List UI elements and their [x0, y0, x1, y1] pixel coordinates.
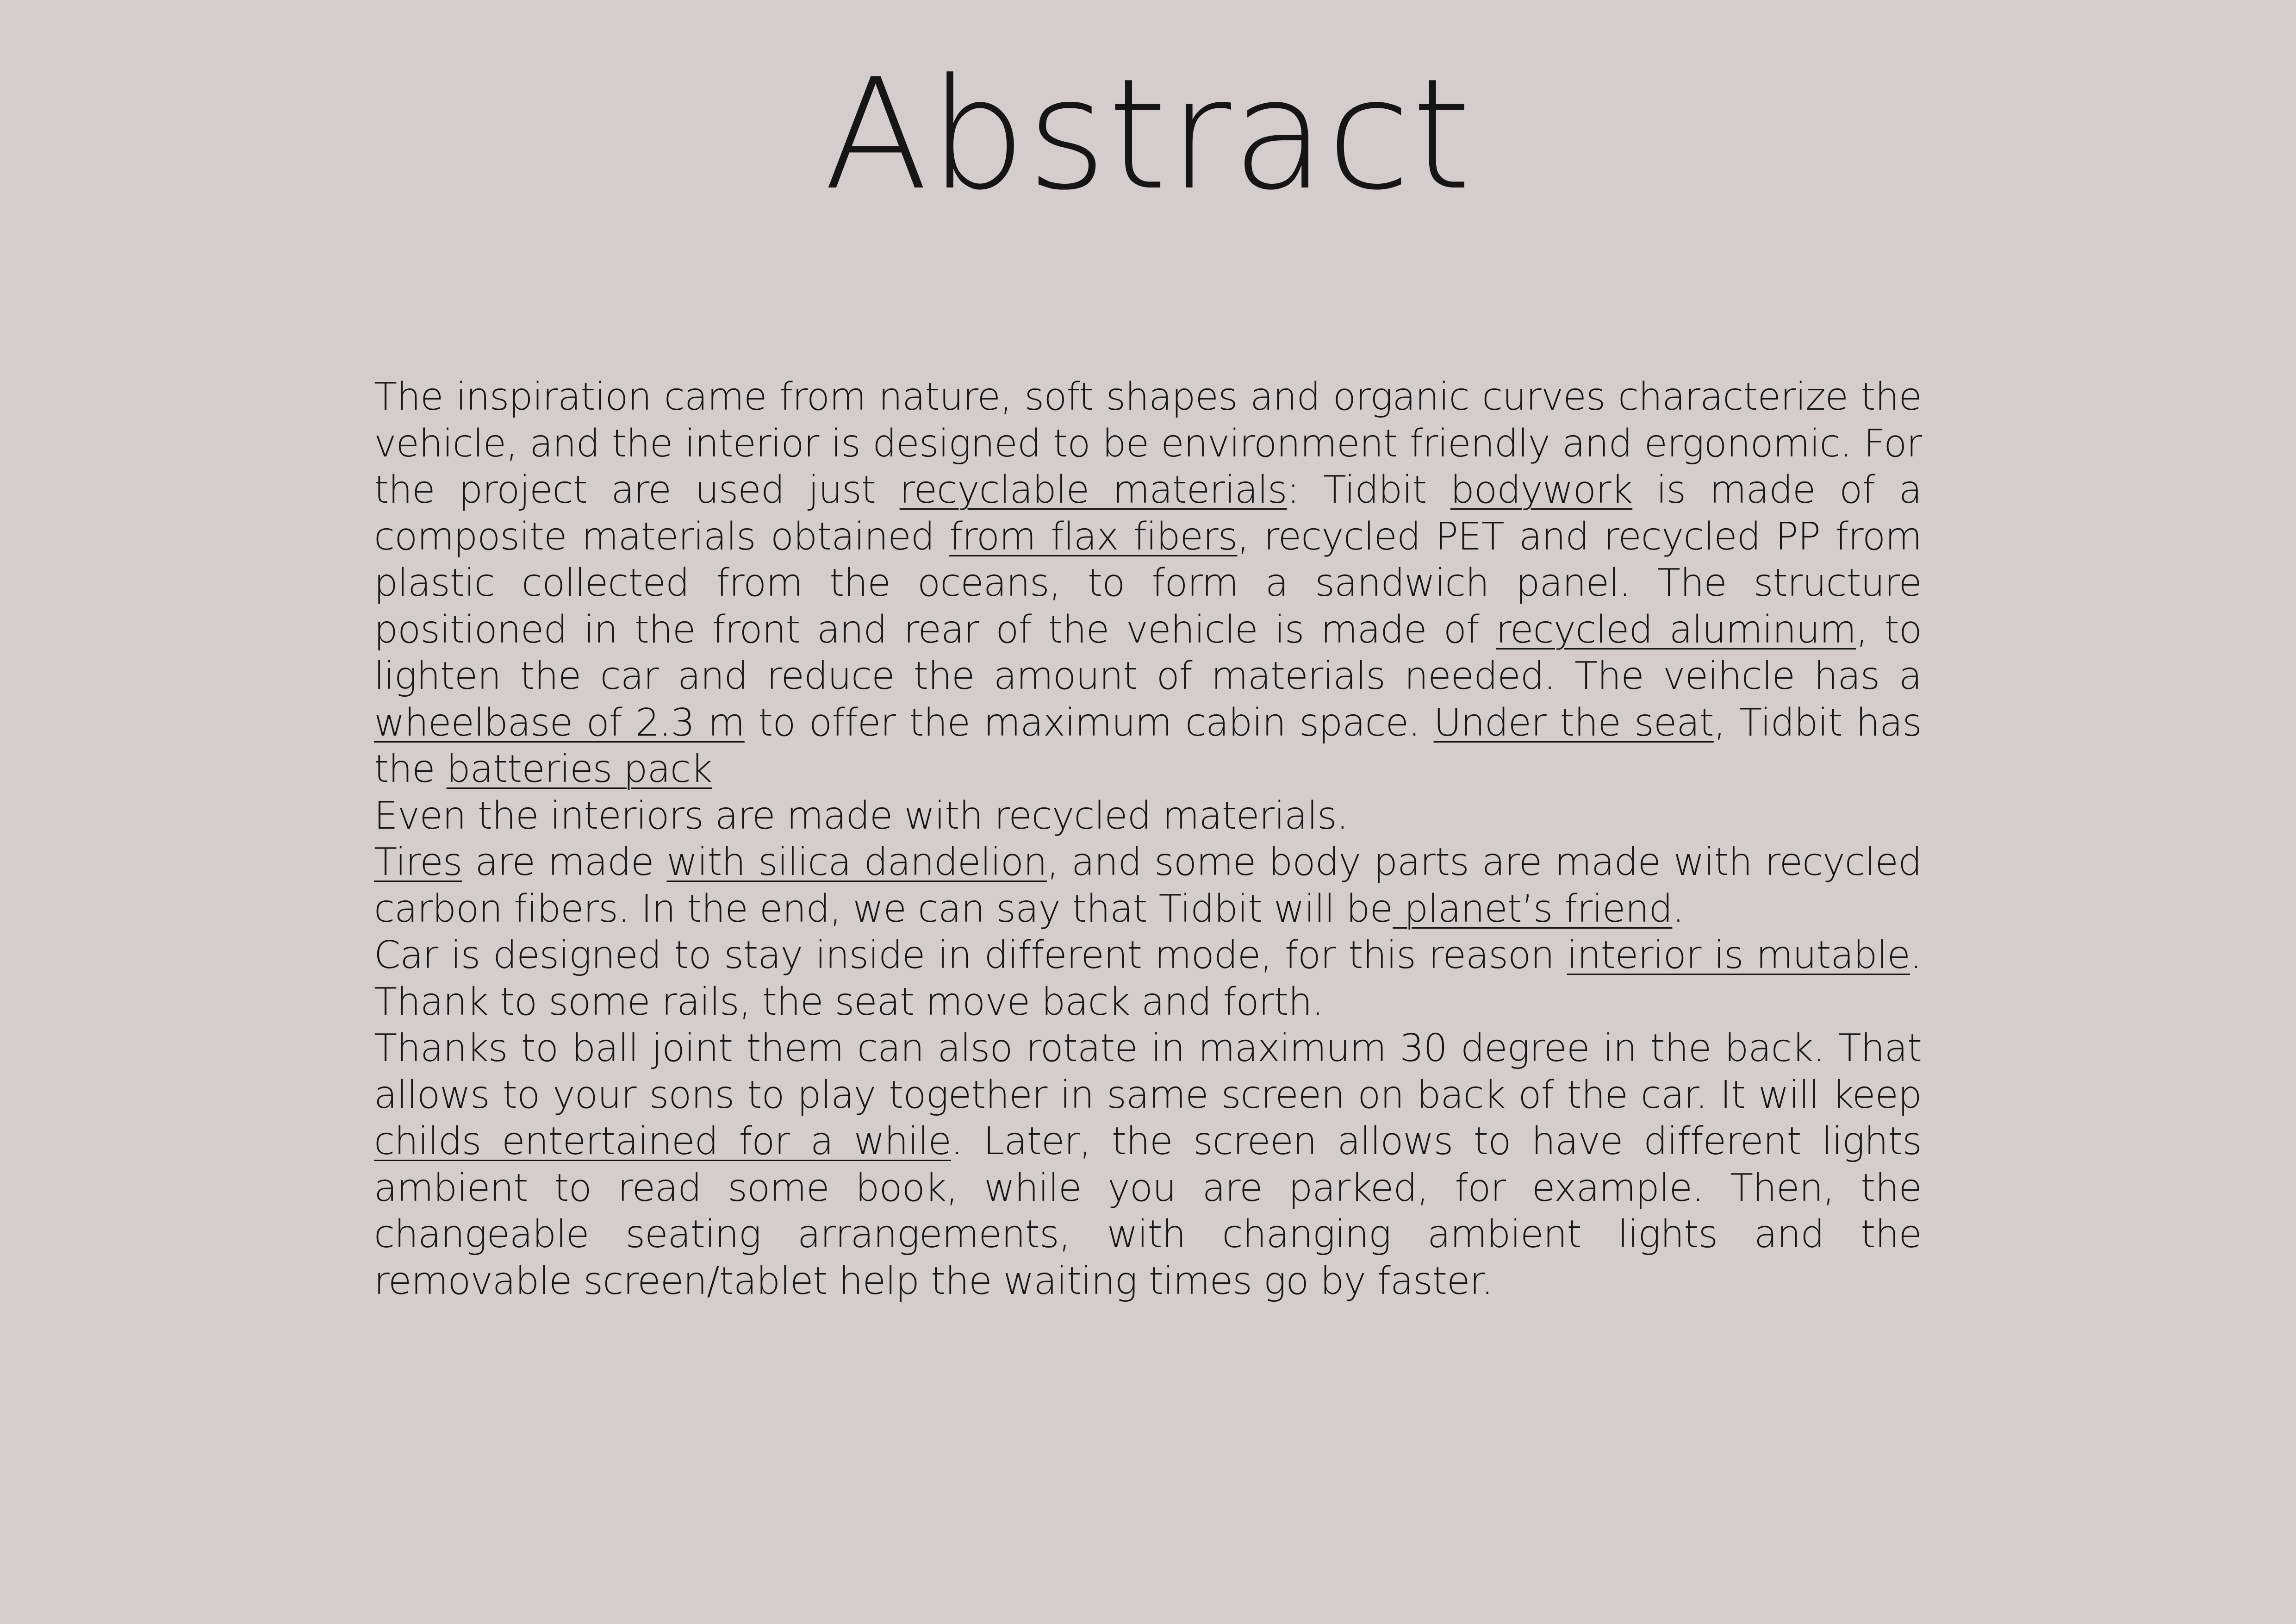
underlined-term: childs entertained for a while — [374, 1119, 951, 1163]
text-span: is made of a composite materials obtained — [374, 468, 1922, 559]
underlined-term: Under the seat — [1433, 700, 1714, 745]
text-span: , to lighten the car and reduce the amount of materials needed. The veihcle has a — [374, 607, 1922, 698]
text-span: to offer the maximum cabin space. — [744, 700, 1434, 745]
text-span: Even the interiors are made with recycled materials. — [374, 793, 1348, 838]
underlined-term: wheelbase of 2.3 m — [374, 700, 745, 745]
text-span: . Thank to some rails, the seat move back and forth. — [374, 933, 1922, 1024]
text-span: . Later, the screen allows to have different lights ambient to read some book, while you are parked, for example. Then, the changeable seating arrangements, with changing ambient lights and the removable screen/tablet help the waiting times go by faster. — [374, 1119, 1922, 1303]
paragraph — [374, 932, 1922, 1025]
page-title: Abstract — [823, 46, 1473, 224]
text-span: Car is designed to stay inside in different mode, for this reason — [374, 933, 1567, 977]
paragraph — [374, 1025, 1922, 1305]
underlined-term: with silica dandelion — [666, 840, 1047, 884]
text-span: The inspiration came from nature, soft shapes and organic curves characterize the vehicle, and the interior is designed to be environment friendly and ergonomic. For the project are used just — [374, 375, 1922, 512]
paragraph — [374, 374, 1922, 793]
text-span: , and some body parts are made with recycled carbon fibers. In the end, we can say that Tidbit will be — [374, 840, 1922, 931]
underlined-term: Tires — [374, 840, 462, 884]
underlined-term: interior is mutable — [1567, 933, 1910, 977]
text-span: : Tidbit — [1287, 468, 1450, 512]
underlined-term: from flax fibers — [949, 514, 1238, 559]
underlined-term: batteries pack — [446, 747, 712, 791]
text-span: . — [1672, 887, 1684, 931]
paragraph — [374, 839, 1922, 932]
text-span: Thanks to ball joint them can also rotate in maximum 30 degree in the back. That allows to your sons to play together in same screen on back of the car. It will keep — [374, 1026, 1922, 1117]
underlined-term: planet’s friend — [1393, 887, 1673, 931]
paragraph — [374, 793, 1922, 840]
text-span: , Tidbit has the — [374, 700, 1922, 791]
underlined-term: recycled aluminum — [1496, 607, 1856, 652]
text-span: , recycled PET and recycled PP from plastic collected from the oceans, to form a sandwich panel. The structure positioned in the front and rear of the vehicle is made of — [374, 514, 1922, 652]
underlined-term: bodywork — [1450, 468, 1633, 512]
text-span: are made — [462, 840, 667, 884]
abstract-body — [374, 374, 1922, 1305]
underlined-term: recyclable materials — [899, 468, 1287, 512]
